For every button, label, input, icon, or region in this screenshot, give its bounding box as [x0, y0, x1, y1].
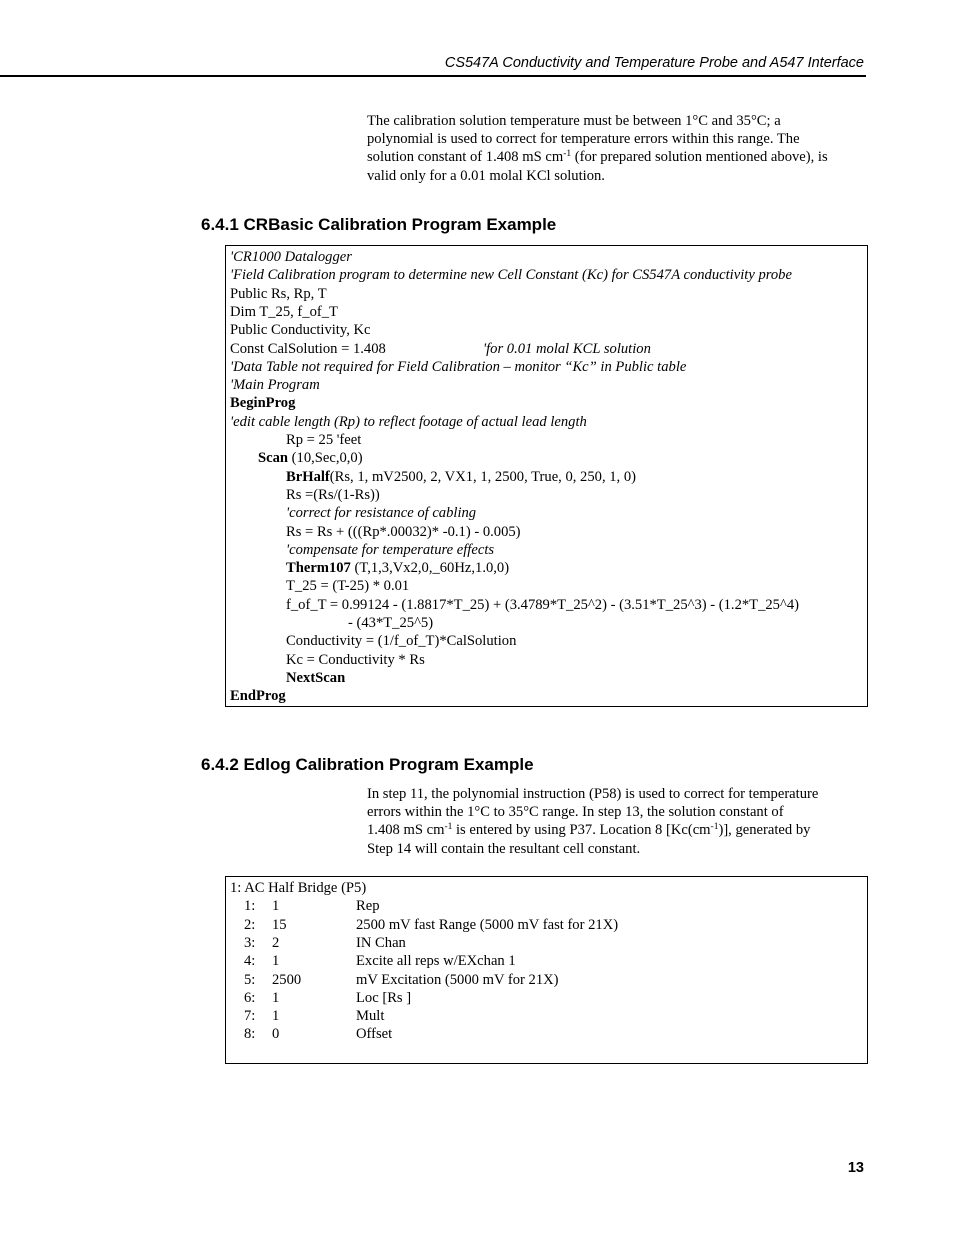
- edlog-step-number: 8:: [244, 1026, 256, 1043]
- code-line: NextScan: [286, 669, 346, 686]
- code-line: f_of_T = 0.99124 - (1.8817*T_25) + (3.4789*T_25^2) - (3.51*T_25^3) - (1.2*T_25^4): [286, 596, 799, 613]
- edlog-step-value: 1: [272, 1008, 280, 1025]
- edlog-step-description: IN Chan: [356, 934, 406, 951]
- code-line: Conductivity = (1/f_of_T)*CalSolution: [286, 633, 517, 650]
- section-641-heading: 6.4.1 CRBasic Calibration Program Example: [201, 215, 557, 234]
- code-line: [258, 449, 363, 467]
- edlog-step-description: Rep: [356, 898, 380, 915]
- intro-line-3-sup: -1: [563, 149, 572, 160]
- edlog-step-value: 1: [272, 989, 280, 1006]
- edlog-step-number: 1:: [244, 898, 256, 915]
- code-line: [286, 468, 636, 486]
- edlog-step-description: mV Excitation (5000 mV for 21X): [356, 971, 559, 988]
- edlog-para-line-3-c: )], generated by: [718, 822, 811, 839]
- code-args: (T,1,3,Vx2,0,_60Hz,1.0,0): [350, 560, 510, 577]
- code-line: BeginProg: [230, 395, 296, 412]
- section-642-heading: 6.4.2 Edlog Calibration Program Example: [201, 755, 534, 774]
- intro-paragraph: [367, 112, 867, 185]
- edlog-step-value: 2500: [272, 971, 302, 988]
- code-line: 'Main Program: [230, 377, 320, 394]
- edlog-step-value: 2: [272, 934, 280, 951]
- code-args: (10,Sec,0,0): [288, 450, 363, 467]
- code-line: EndProg: [230, 688, 286, 705]
- code-line: 'correct for resistance of cabling: [286, 505, 477, 522]
- edlog-step-value: 1: [272, 953, 280, 970]
- edlog-para-line-1: In step 11, the polynomial instruction (P58) is used to correct for temperature: [367, 786, 819, 802]
- code-line: Rs = Rs + (((Rp*.00032)* -0.1) - 0.005): [286, 523, 521, 540]
- intro-line-3-b: (for prepared solution mentioned above), is: [571, 149, 828, 166]
- edlog-step-description: Offset: [356, 1026, 393, 1043]
- edlog-step-value: 0: [272, 1026, 280, 1043]
- edlog-code-box: [225, 876, 868, 1064]
- code-line: Kc = Conductivity * Rs: [286, 651, 425, 668]
- edlog-step-description: Loc [Rs ]: [356, 989, 412, 1006]
- edlog-paragraph: [367, 785, 867, 858]
- code-line: Rp = 25 'feet: [286, 432, 362, 448]
- intro-line-3-a: solution constant of 1.408 mS cm: [367, 149, 564, 166]
- code-line: 'Field Calibration program to determine new Cell Constant (Kc) for CS547A conductivity probe: [230, 267, 792, 284]
- intro-line-4: valid only for a 0.01 molal KCl solution.: [367, 167, 605, 184]
- edlog-step-number: 7:: [244, 1008, 256, 1025]
- edlog-para-line-2: errors within the 1°C to 35°C range. In step 13, the solution constant of: [367, 804, 784, 821]
- edlog-step-value: 1: [272, 898, 280, 915]
- edlog-para-sup-1: -1: [444, 822, 453, 833]
- crbasic-code-box: [225, 245, 868, 707]
- edlog-step-description: Mult: [356, 1008, 385, 1025]
- intro-line-1: The calibration solution temperature must be between 1°C and 35°C; a: [367, 113, 781, 129]
- header-rule: [0, 75, 866, 77]
- edlog-para-sup-2: -1: [710, 822, 719, 833]
- edlog-step-description: 2500 mV fast Range (5000 mV fast for 21X): [356, 916, 619, 933]
- intro-line-2: polynomial is used to correct for temperature errors within this range. The: [367, 131, 800, 148]
- code-line: Rs =(Rs/(1-Rs)): [286, 486, 380, 503]
- code-line: 'Data Table not required for Field Calibration – monitor “Kc” in Public table: [230, 358, 687, 375]
- edlog-step-value: 15: [272, 916, 287, 933]
- code-keyword: BrHalf: [286, 468, 330, 485]
- code-line: Public Rs, Rp, T: [230, 285, 327, 302]
- code-line: 'CR1000 Datalogger: [230, 249, 352, 265]
- code-line: Public Conductivity, Kc: [230, 322, 371, 339]
- intro-line-3: [367, 148, 867, 166]
- edlog-step-number: 5:: [244, 971, 256, 988]
- edlog-para-line-3-b: is entered by using P37. Location 8 [Kc(cm: [452, 822, 711, 839]
- code-line: 'compensate for temperature effects: [286, 541, 495, 558]
- edlog-para-line-3: [367, 821, 867, 839]
- code-line: - (43*T_25^5): [348, 615, 434, 631]
- code-line: [286, 559, 509, 577]
- code-line: Dim T_25, f_of_T: [230, 303, 338, 320]
- code-keyword: Therm107: [286, 560, 351, 577]
- code-line: 'edit cable length (Rp) to reflect footage of actual lead length: [230, 413, 587, 430]
- edlog-para-line-3-a: 1.408 mS cm: [367, 822, 445, 839]
- edlog-title: 1: AC Half Bridge (P5): [230, 880, 367, 896]
- code-comment: 'for 0.01 molal KCL solution: [483, 340, 651, 357]
- edlog-step-number: 4:: [244, 953, 256, 970]
- edlog-para-line-4: Step 14 will contain the resultant cell constant.: [367, 840, 641, 857]
- edlog-step-number: 2:: [244, 916, 256, 933]
- edlog-step-number: 3:: [244, 934, 256, 951]
- edlog-step-description: Excite all reps w/EXchan 1: [356, 953, 516, 970]
- code-args: (Rs, 1, mV2500, 2, VX1, 1, 2500, True, 0, 250, 1, 0): [329, 468, 637, 485]
- edlog-step-number: 6:: [244, 989, 256, 1006]
- page-number: 13: [847, 1160, 864, 1176]
- code-line: Const CalSolution = 1.408: [230, 340, 386, 357]
- code-line: T_25 = (T-25) * 0.01: [286, 578, 410, 595]
- code-keyword: Scan: [258, 450, 289, 467]
- running-header: CS547A Conductivity and Temperature Probe and A547 Interface: [444, 55, 864, 71]
